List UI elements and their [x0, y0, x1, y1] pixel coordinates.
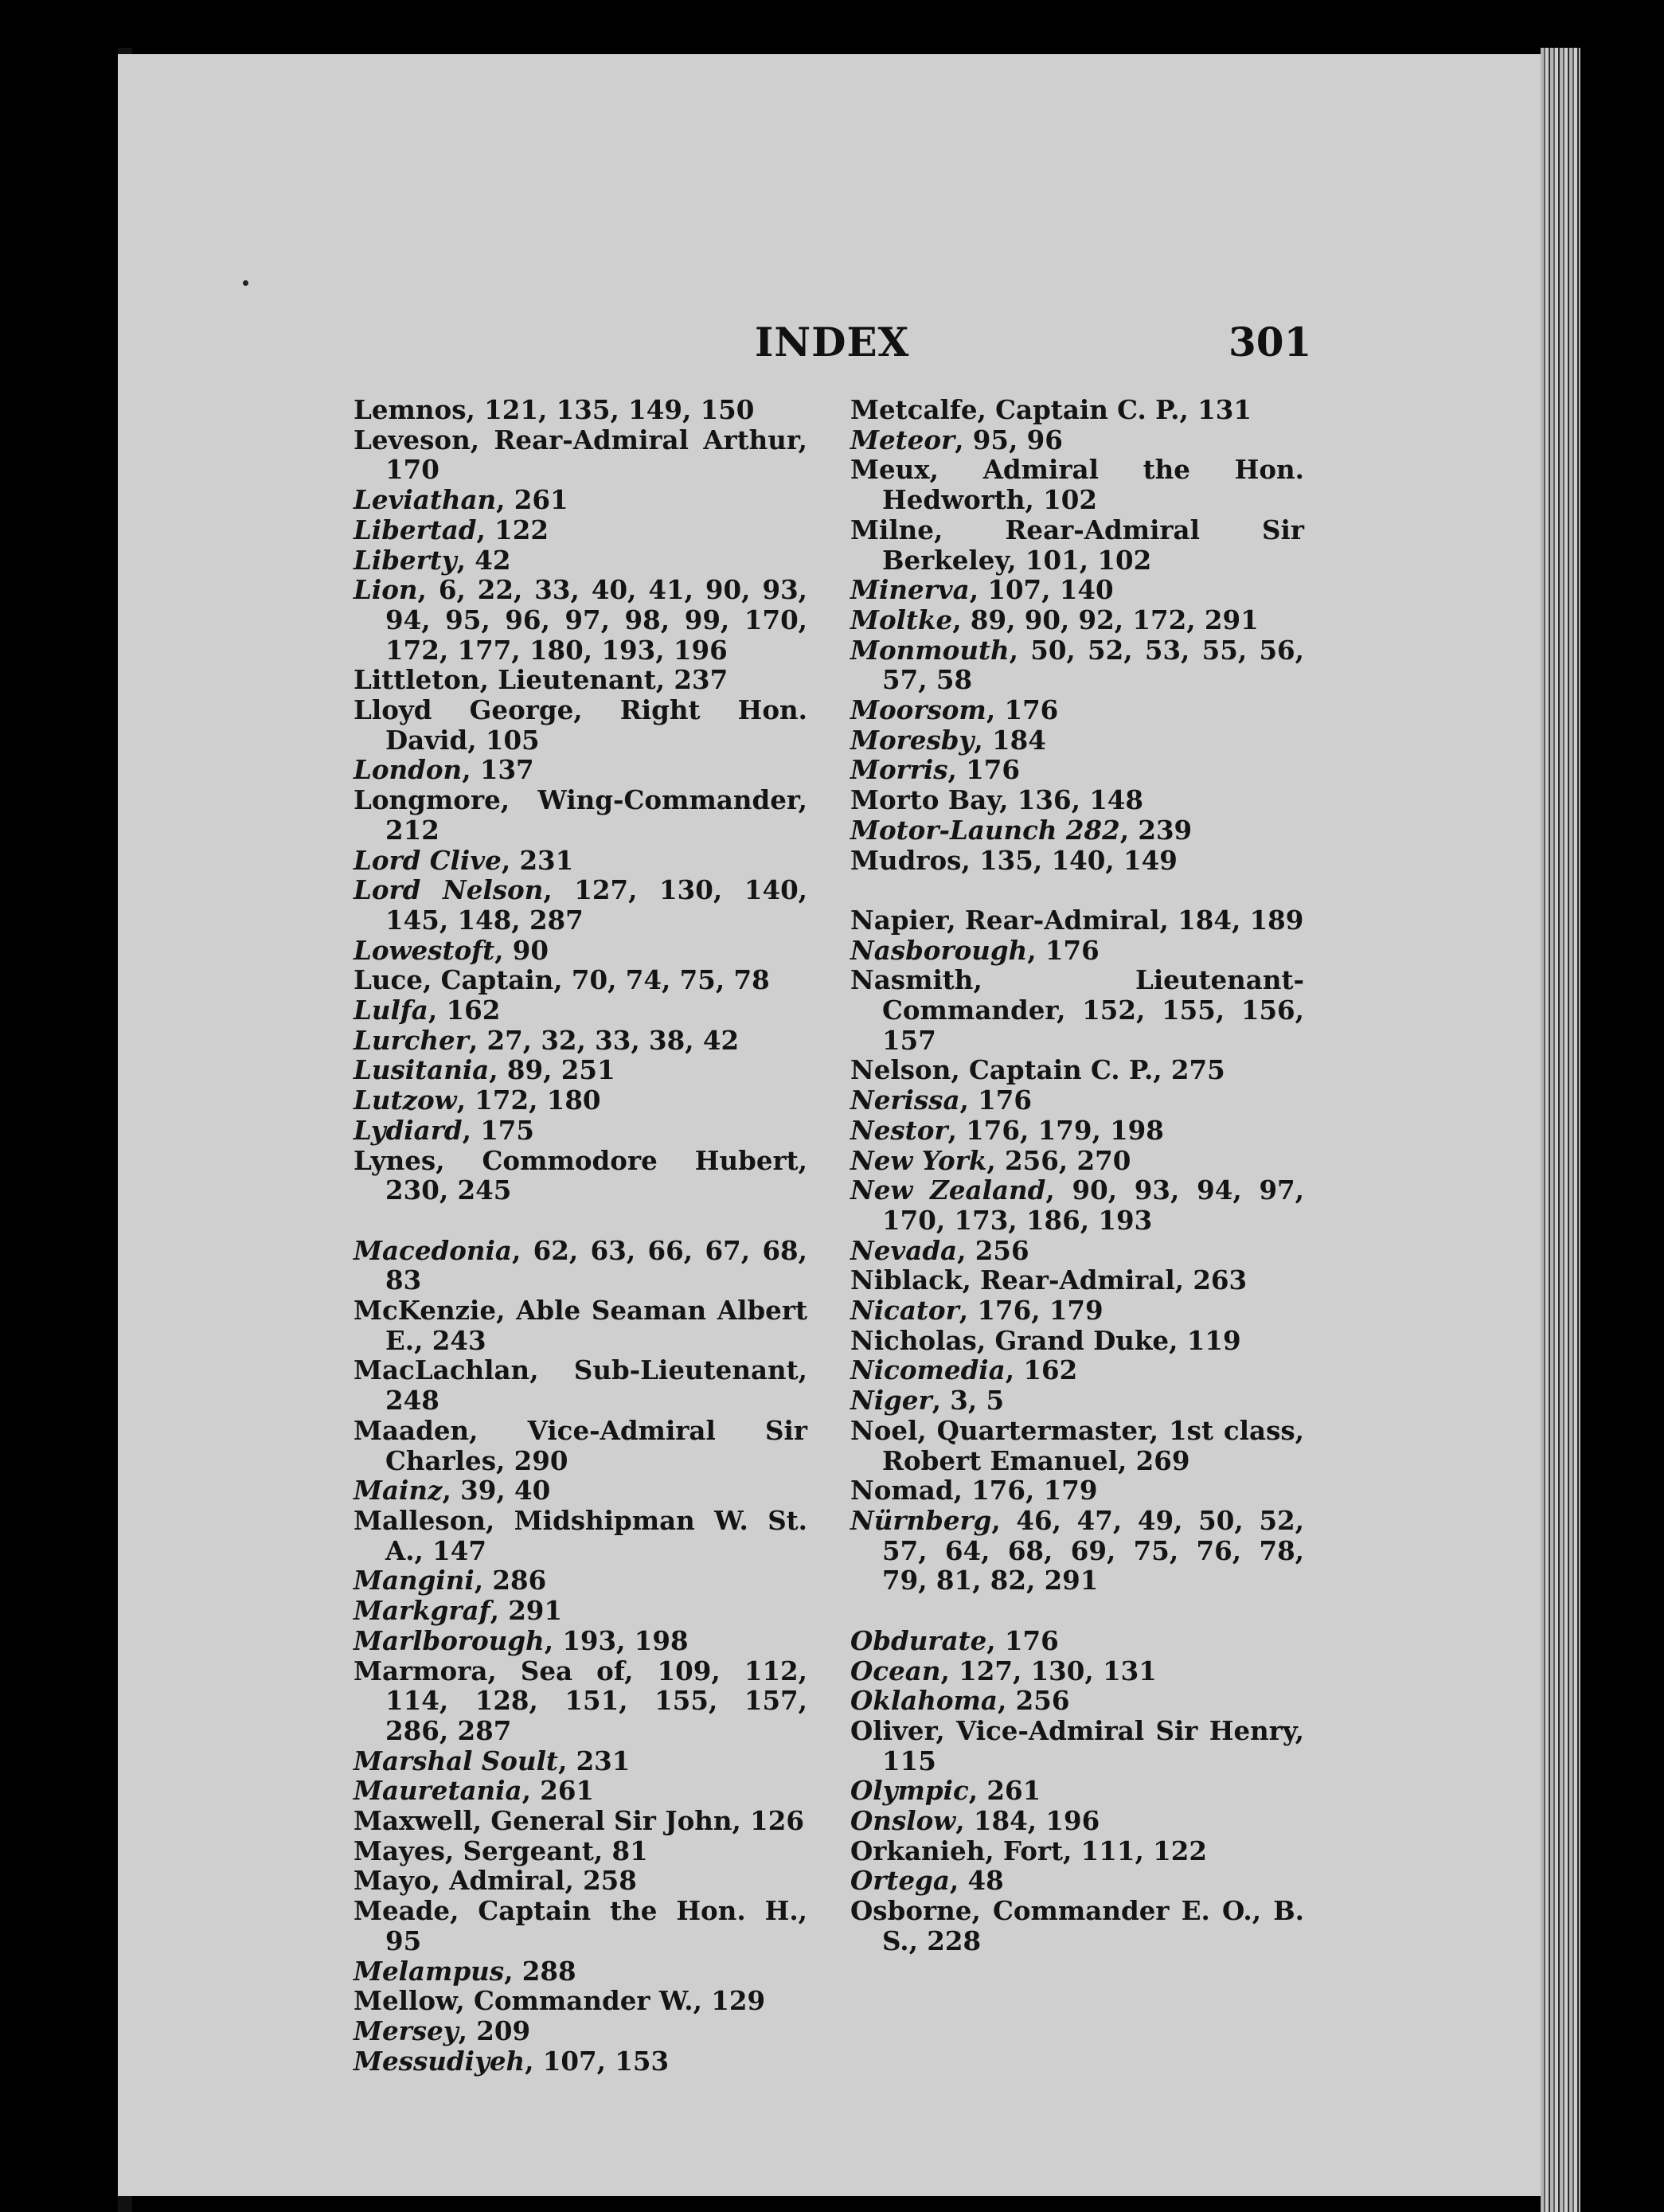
page-header — [118, 319, 1551, 374]
entry-references: , 42 — [456, 544, 511, 576]
index-entry — [850, 965, 1304, 1055]
entry-name: Libertad — [354, 514, 477, 545]
entry-name: Moltke — [850, 604, 953, 635]
entry-references: , Rear-Admiral, 263 — [962, 1264, 1248, 1296]
index-entry — [850, 515, 1304, 575]
entry-name: New Zealand — [850, 1174, 1046, 1206]
entry-references: , Admiral, 258 — [431, 1865, 637, 1897]
index-entry — [354, 1416, 807, 1475]
entry-name: Lusitania — [354, 1054, 490, 1086]
entry-name: Lynes — [354, 1144, 436, 1176]
index-entry — [354, 1506, 807, 1565]
entry-name: Napier — [850, 904, 947, 936]
entry-references: , 107, 140 — [969, 574, 1114, 606]
entry-name: Luce — [354, 964, 423, 996]
entry-references: , Captain, 70, 74, 75, 78 — [422, 964, 770, 996]
entry-name: Longmore — [354, 784, 501, 816]
entry-name: Nomad — [850, 1475, 954, 1507]
index-entry — [354, 1656, 807, 1746]
entry-name: Lord Nelson — [354, 874, 544, 906]
entry-references: , 172, 180 — [456, 1085, 601, 1116]
index-entry — [354, 1116, 807, 1146]
entry-name: Lulfa — [354, 995, 428, 1026]
index-column-right — [850, 395, 1304, 1956]
entry-references: , Wing-Commander, 212 — [385, 784, 807, 846]
index-entry — [354, 485, 807, 515]
index-entry — [850, 1656, 1304, 1686]
index-entry — [354, 2016, 807, 2046]
entry-references: , 95, 96 — [955, 424, 1063, 455]
page-number: 301 — [1228, 319, 1312, 365]
index-entry — [850, 815, 1304, 846]
entry-name: New York — [850, 1144, 987, 1176]
entry-references: , 162 — [1005, 1354, 1078, 1386]
entry-references: , 209 — [458, 2015, 531, 2046]
index-entry — [850, 936, 1304, 966]
entry-name: Melampus — [354, 1955, 505, 1987]
index-entry — [354, 1355, 807, 1415]
entry-name: Niger — [850, 1385, 932, 1417]
entry-references: , 39, 40 — [442, 1475, 551, 1507]
entry-name: Meade — [354, 1895, 451, 1927]
entry-references: , 50, 52, 53, 55, 56, 57, 58 — [882, 634, 1304, 696]
entry-references: , 193, 198 — [544, 1624, 689, 1656]
entry-references: , Lieutenant-Commander, 152, 155, 156, 157 — [882, 964, 1304, 1056]
entry-name: Liberty — [354, 544, 457, 576]
entry-name: Markgraf — [354, 1595, 490, 1627]
index-entry — [850, 1326, 1304, 1356]
entry-references: , 48 — [949, 1865, 1004, 1897]
index-entry — [354, 875, 807, 935]
page-edge-strip — [1541, 48, 1580, 2212]
running-title: INDEX — [755, 319, 910, 365]
entry-name: Oliver — [850, 1714, 936, 1746]
entry-name: Lord Clive — [354, 844, 502, 876]
index-entry — [850, 395, 1304, 425]
entry-references: , 261 — [968, 1775, 1041, 1807]
entry-references: , 137 — [462, 754, 534, 786]
entry-references: , 90 — [494, 934, 549, 966]
entry-name: Lydiard — [354, 1114, 463, 1146]
entry-references: , Captain C. P., 275 — [951, 1054, 1225, 1086]
entry-references: , Sergeant, 81 — [444, 1835, 648, 1866]
entry-references: , 286 — [474, 1565, 547, 1596]
index-entry — [850, 575, 1304, 605]
index-entry — [850, 725, 1304, 756]
entry-references: , 176 — [986, 694, 1059, 726]
entry-references: , 89, 251 — [489, 1054, 615, 1086]
entry-name: Nasborough — [850, 934, 1028, 966]
entry-references: , Fort, 111, 122 — [985, 1835, 1207, 1866]
index-entry — [850, 605, 1304, 635]
entry-references: , Quartermaster, 1st class, Robert Emanuel, 269 — [882, 1414, 1304, 1476]
index-entry — [354, 2046, 807, 2077]
index-entry — [850, 1385, 1304, 1416]
entry-name: McKenzie — [354, 1295, 497, 1327]
index-entry — [354, 785, 807, 845]
entry-name: Lemnos — [354, 394, 467, 425]
entry-references: , 291 — [490, 1595, 563, 1627]
entry-references: , 176 — [959, 1085, 1032, 1116]
entry-references: , 89, 90, 92, 172, 291 — [952, 604, 1259, 635]
index-entry — [850, 1085, 1304, 1116]
book-page — [118, 54, 1551, 2196]
index-entry — [354, 1085, 807, 1116]
entry-references: , Rear-Admiral, 184, 189 — [947, 904, 1304, 936]
index-entry — [354, 1475, 807, 1506]
entry-references: , 184, 196 — [955, 1805, 1100, 1837]
index-entry — [850, 905, 1304, 936]
entry-references: , 122 — [476, 514, 549, 545]
entry-name: Mersey — [354, 2015, 459, 2046]
index-entry — [354, 1746, 807, 1776]
entry-name: Leviathan — [354, 484, 497, 516]
index-entry — [354, 1626, 807, 1656]
index-entry — [850, 1265, 1304, 1296]
entry-name: Mayo — [354, 1865, 432, 1897]
index-entry — [850, 1146, 1304, 1176]
index-entry — [354, 1806, 807, 1836]
entry-name: Malleson — [354, 1505, 486, 1536]
entry-name: Mangini — [354, 1565, 475, 1596]
index-entry — [850, 1296, 1304, 1326]
entry-references: , 135, 140, 149 — [961, 844, 1178, 876]
index-entry — [850, 455, 1304, 514]
entry-name: Nicholas — [850, 1324, 977, 1356]
entry-name: Nerissa — [850, 1085, 960, 1116]
entry-references: , 6, 22, 33, 40, 41, 90, 93, 94, 95, 96, 97, 98, 99, 170, 172, 177, 180, 193, 196 — [385, 574, 807, 666]
index-entry — [850, 1116, 1304, 1146]
entry-references: , Rear-Admiral Arthur, 170 — [385, 424, 807, 486]
entry-references: , 176, 179 — [953, 1475, 1098, 1507]
entry-references: , Vice-Admiral Sir Henry, 115 — [882, 1714, 1304, 1776]
index-entry — [850, 1866, 1304, 1896]
entry-name: Marshal Soult — [354, 1745, 558, 1776]
entry-references: , 175 — [462, 1114, 535, 1146]
index-entry — [354, 1055, 807, 1085]
index-entry — [850, 785, 1304, 815]
entry-references: , 62, 63, 66, 67, 68, 83 — [385, 1234, 807, 1296]
entry-name: Minerva — [850, 574, 970, 606]
entry-name: Orkanieh — [850, 1835, 986, 1866]
entry-references: , 176, 179, 198 — [947, 1114, 1164, 1146]
entry-name: Mainz — [354, 1475, 443, 1507]
entry-name: Nestor — [850, 1114, 948, 1146]
index-entry — [354, 1565, 807, 1596]
entry-name: Nelson — [850, 1054, 951, 1086]
entry-name: Moorsom — [850, 694, 986, 726]
index-entry — [850, 1475, 1304, 1506]
index-entry — [354, 755, 807, 785]
entry-name: Lutzow — [354, 1085, 457, 1116]
index-entry — [850, 1626, 1304, 1656]
entry-references: , 46, 47, 49, 50, 52, 57, 64, 68, 69, 75, 76, 78, 79, 81, 82, 291 — [882, 1505, 1304, 1596]
index-entry — [354, 1956, 807, 1987]
index-entry — [850, 1806, 1304, 1836]
index-entry — [354, 665, 807, 695]
entry-name: Mayes — [354, 1835, 445, 1866]
entry-name: Lion — [354, 574, 418, 606]
entry-references: , Able Seaman Albert E., 243 — [385, 1295, 807, 1356]
entry-name: Nasmith — [850, 964, 974, 996]
entry-name: Maaden — [354, 1414, 470, 1446]
entry-name: Mauretania — [354, 1775, 522, 1807]
index-entry — [850, 1686, 1304, 1716]
index-entry — [354, 1776, 807, 1806]
entry-references: , Sub-Lieutenant, 248 — [385, 1354, 807, 1417]
entry-references: , 256, 270 — [986, 1144, 1131, 1176]
entry-name: Ortega — [850, 1865, 950, 1897]
entry-name: Lowestoft — [354, 934, 495, 966]
index-entry — [850, 1836, 1304, 1866]
entry-references: , 90, 93, 94, 97, 170, 173, 186, 193 — [882, 1174, 1304, 1236]
index-entry — [354, 936, 807, 966]
entry-references: , Commander E. O., B. S., 228 — [882, 1895, 1304, 1956]
entry-references: , Lieutenant, 237 — [479, 664, 728, 696]
index-entry — [354, 1986, 807, 2016]
index-entry — [850, 1416, 1304, 1475]
index-entry — [354, 1596, 807, 1626]
entry-name: Messudiyeh — [354, 2045, 525, 2077]
entry-references: , 288 — [504, 1955, 576, 1987]
entry-references: , 127, 130, 140, 145, 148, 287 — [385, 874, 807, 936]
entry-name: Maxwell — [354, 1805, 473, 1837]
entry-references: , Commodore Hubert, 230, 245 — [385, 1144, 807, 1206]
entry-references: , 136, 148 — [999, 784, 1144, 816]
index-entry — [354, 575, 807, 665]
entry-name: Moresby — [850, 724, 975, 756]
entry-name: Mudros — [850, 844, 962, 876]
index-entry — [850, 1896, 1304, 1956]
entry-name: MacLachlan — [354, 1354, 530, 1386]
entry-references: , 176, 179 — [959, 1295, 1103, 1327]
index-entry — [354, 1236, 807, 1296]
index-entry — [850, 1776, 1304, 1806]
entry-name: Monmouth — [850, 634, 1010, 666]
entry-name: Motor-Launch 282 — [850, 814, 1120, 846]
index-entry — [354, 1896, 807, 1956]
entry-references: , 107, 153 — [525, 2045, 670, 2077]
entry-name: Noel — [850, 1414, 918, 1446]
index-entry — [354, 995, 807, 1026]
entry-references: , 231 — [501, 844, 574, 876]
index-entry — [850, 755, 1304, 785]
entry-references: , 184 — [974, 724, 1046, 756]
entry-references: , 127, 130, 131 — [940, 1655, 1157, 1686]
entry-references: , Sea of, 109, 112, 114, 128, 151, 155, 157, 286, 287 — [385, 1655, 807, 1746]
index-entry — [354, 425, 807, 485]
index-entry — [354, 545, 807, 576]
entry-references: , Admiral the Hon. Hedworth, 102 — [882, 454, 1304, 516]
entry-name: Morris — [850, 754, 948, 786]
index-entry — [354, 395, 807, 425]
index-entry — [850, 1236, 1304, 1266]
entry-references: , Vice-Admiral Sir Charles, 290 — [385, 1414, 807, 1476]
entry-references: , 176 — [1027, 934, 1100, 966]
entry-name: Leveson — [354, 424, 471, 455]
entry-references: , Rear-Admiral Sir Berkeley, 101, 102 — [882, 514, 1304, 576]
entry-references: , 162 — [428, 995, 501, 1026]
index-entry — [354, 695, 807, 755]
entry-name: Niblack — [850, 1264, 963, 1296]
index-entry — [354, 1866, 807, 1896]
index-entry — [850, 1716, 1304, 1776]
entry-name: Lurcher — [354, 1024, 469, 1056]
index-entry — [354, 846, 807, 876]
entry-name: Marlborough — [354, 1624, 545, 1656]
entry-name: Lloyd George — [354, 694, 574, 726]
entry-references: , 256 — [998, 1685, 1070, 1717]
entry-references: , 231 — [557, 1745, 631, 1776]
entry-references: , Grand Duke, 119 — [976, 1324, 1241, 1356]
entry-name: London — [354, 754, 463, 786]
index-column-left — [354, 395, 807, 2076]
entry-name: Milne — [850, 514, 934, 545]
entry-references: , 239 — [1119, 814, 1193, 846]
index-entry — [354, 515, 807, 545]
entry-references: , Commander W., 129 — [455, 1985, 766, 2017]
index-entry — [850, 425, 1304, 455]
entry-references: , 3, 5 — [932, 1385, 1005, 1417]
entry-name: Nicomedia — [850, 1354, 1006, 1386]
entry-references: , 121, 135, 149, 150 — [466, 394, 755, 425]
index-entry — [850, 1355, 1304, 1385]
entry-name: Meux — [850, 454, 930, 486]
entry-references: , 176 — [947, 754, 1021, 786]
entry-name: Nicator — [850, 1295, 959, 1327]
index-entry — [850, 1055, 1304, 1085]
entry-references: , Captain the Hon. H., 95 — [385, 1895, 807, 1956]
entry-name: Meteor — [850, 424, 955, 455]
entry-name: Metcalfe — [850, 394, 978, 425]
entry-name: Morto Bay — [850, 784, 1000, 816]
entry-references: , 176 — [986, 1624, 1059, 1656]
entry-name: Olympic — [850, 1775, 969, 1807]
entry-name: Ocean — [850, 1655, 941, 1686]
index-entry — [354, 965, 807, 995]
index-entry — [850, 1506, 1304, 1596]
entry-name: Osborne — [850, 1895, 972, 1927]
entry-references: , 261 — [496, 484, 568, 516]
entry-name: Marmora — [354, 1655, 488, 1686]
entry-references: , Right Hon. David, 105 — [385, 694, 807, 756]
entry-name: Nevada — [850, 1234, 958, 1266]
index-entry — [850, 1175, 1304, 1235]
entry-references: , 256 — [957, 1234, 1029, 1266]
index-entry — [354, 1296, 807, 1355]
entry-name: Oklahoma — [850, 1685, 998, 1717]
entry-name: Macedonia — [354, 1234, 512, 1266]
entry-references: , Captain C. P., 131 — [977, 394, 1252, 425]
entry-name: Onslow — [850, 1805, 956, 1837]
entry-name: Obdurate — [850, 1624, 987, 1656]
index-entry — [354, 1026, 807, 1056]
stray-mark — [243, 280, 248, 286]
index-entry — [850, 846, 1304, 876]
index-entry — [850, 635, 1304, 695]
entry-references: , 27, 32, 33, 38, 42 — [468, 1024, 740, 1056]
entry-name: Nürnberg — [850, 1505, 992, 1536]
index-entry — [354, 1836, 807, 1866]
entry-references: , Midshipman W. St. A., 147 — [385, 1505, 807, 1566]
entry-name: Mellow — [354, 1985, 456, 2017]
entry-references: , 261 — [521, 1775, 595, 1807]
index-entry — [850, 695, 1304, 725]
entry-references: , General Sir John, 126 — [472, 1805, 805, 1837]
entry-name: Littleton — [354, 664, 480, 696]
index-entry — [354, 1146, 807, 1206]
